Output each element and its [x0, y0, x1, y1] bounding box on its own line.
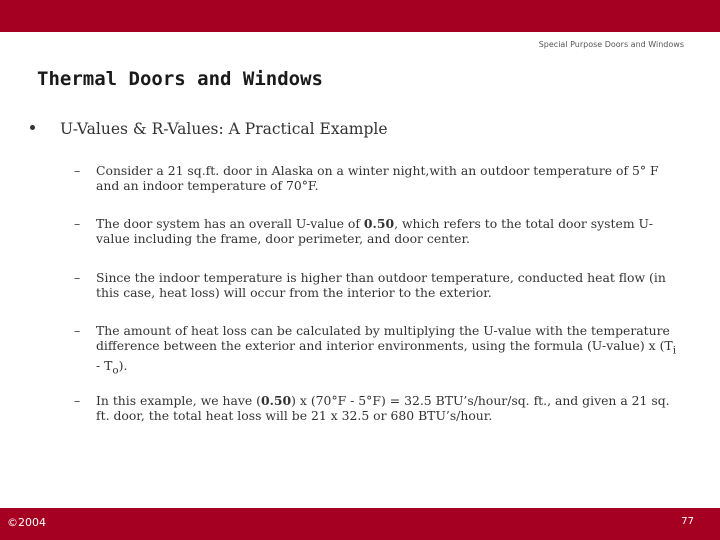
- top-banner: [0, 0, 720, 32]
- sub-bullet-2: [74, 216, 684, 246]
- dash-icon: –: [74, 323, 81, 338]
- sub-bullet-1: [74, 163, 684, 193]
- dash-icon: –: [74, 393, 81, 408]
- sub-bullet-5: [74, 393, 684, 423]
- bottom-banner: [0, 508, 720, 540]
- sub-bullet-4-text: The amount of heat loss can be calculated by multiplying the U-value with the temperature difference between the exterior and interior environments, using the formula (U-value) x $(T_i - T_o)$.: [96, 323, 676, 377]
- sub-bullet-1-text: Consider a 21 sq.ft. door in Alaska on a winter night,with an outdoor temperature of 5° F and an indoor temperature of 70°F.: [96, 163, 659, 193]
- dash-icon: –: [74, 163, 81, 178]
- u-value-bold: 0.50: [363, 216, 395, 231]
- copyright: ©2004: [7, 516, 46, 529]
- u-value-bold: 0.50: [260, 393, 292, 408]
- bullet-dot-icon: [30, 125, 35, 130]
- sub-bullet-4: [74, 323, 684, 379]
- dash-icon: –: [74, 270, 81, 285]
- page-number: 77: [681, 516, 694, 527]
- dash-icon: –: [74, 216, 81, 231]
- sub-bullet-2-text: The door system has an overall U-value of 0.50, which refers to the total door system U-value including the frame, door perimeter, and door center.: [96, 216, 653, 246]
- sub-bullet-3: [74, 270, 684, 300]
- main-bullet-text: U-Values & R-Values: A Practical Example: [60, 120, 388, 138]
- sub-bullet-5-text: In this example, we have (0.50) x (70°F - 5°F) = 32.5 BTU’s/hour/sq. ft., and given a 21 sq. ft. door, the total heat loss will be 21 x 32.5 or 680 BTU’s/hour.: [96, 393, 670, 423]
- sub-bullet-3-text: Since the indoor temperature is higher than outdoor temperature, conducted heat flow (in this case, heat loss) will occur from the interior to the exterior.: [96, 270, 666, 300]
- header-caption: Special Purpose Doors and Windows: [538, 40, 684, 49]
- main-bullet: [30, 120, 388, 138]
- slide-title: Thermal Doors and Windows: [37, 68, 323, 90]
